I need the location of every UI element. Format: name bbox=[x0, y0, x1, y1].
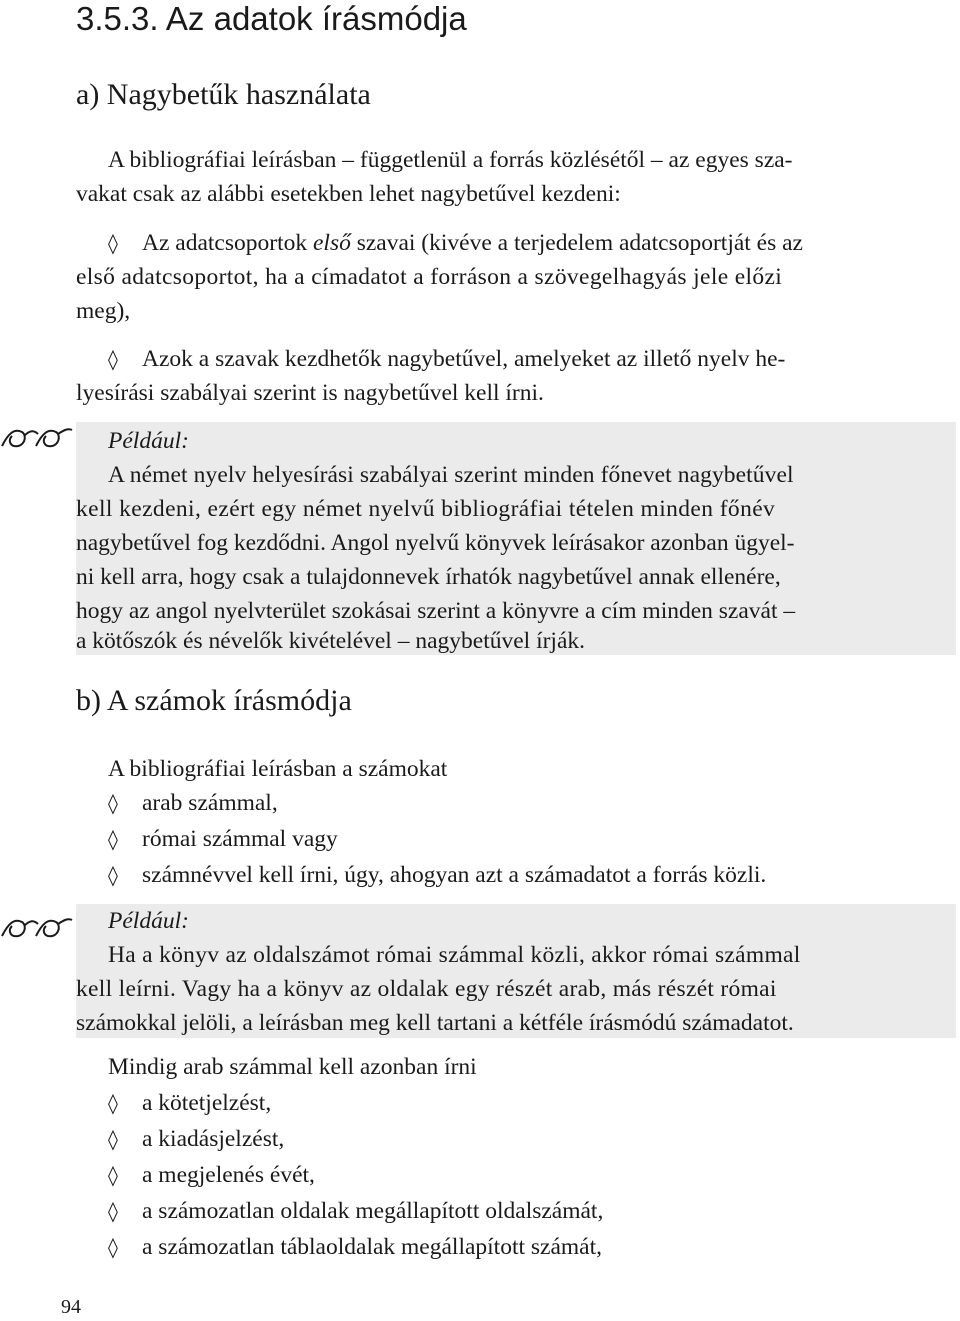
section-title: 3.5.3. Az adatok írásmódja bbox=[76, 0, 467, 37]
emphasis: első bbox=[312, 230, 351, 256]
text: számnévvel kell írni, úgy, ahogyan azt a számadatot a forrás közli. bbox=[142, 862, 767, 888]
diamond-bullet-icon: ◊ bbox=[108, 1127, 118, 1151]
text: szavai (kivéve a terjedelem adatcsoportját és az bbox=[350, 230, 803, 256]
example-b-line2: kell leírni. Vagy ha a könyv az oldalak egy részét arab, más részét római bbox=[76, 976, 777, 1002]
diamond-bullet-icon: ◊ bbox=[108, 1163, 118, 1187]
glasses-icon bbox=[0, 908, 74, 942]
example-a-line5: hogy az angol nyelvterület szokásai szerint a könyvre a cím minden szavát – bbox=[76, 598, 796, 624]
list-item-a2 bbox=[108, 342, 785, 376]
paragraph-a-intro-line1 bbox=[108, 143, 954, 177]
example-a-line1: A német nyelv helyesírási szabályai szerint minden főnevet nagybetűvel bbox=[108, 462, 794, 488]
list-item-b1 bbox=[108, 786, 278, 820]
list-item-b2-4 bbox=[108, 1194, 603, 1228]
text: A bibliográfiai leírásban – függetlenül a forrás közlésétől – az egyes sza- bbox=[108, 147, 793, 173]
diamond-bullet-icon: ◊ bbox=[108, 791, 118, 815]
diamond-bullet-icon: ◊ bbox=[108, 347, 118, 371]
subsection-a-title: a) Nagybetűk használata bbox=[76, 78, 371, 111]
text: a számozatlan oldalak megállapított oldalszámát, bbox=[142, 1198, 604, 1224]
text: Azok a szavak kezdhetők nagybetűvel, amelyeket az illető nyelv he- bbox=[142, 346, 786, 372]
diamond-bullet-icon: ◊ bbox=[108, 1091, 118, 1115]
list-item-b2-1 bbox=[108, 1086, 271, 1120]
paragraph-b-intro: A bibliográfiai leírásban a számokat bbox=[108, 756, 448, 782]
example-label-a: Például: bbox=[108, 428, 189, 454]
diamond-bullet-icon: ◊ bbox=[108, 231, 118, 255]
diamond-bullet-icon: ◊ bbox=[108, 1235, 118, 1259]
paragraph-b-intro2: Mindig arab számmal kell azonban írni bbox=[108, 1054, 477, 1080]
example-b-line1: Ha a könyv az oldalszámot római számmal közli, akkor római számmal bbox=[108, 942, 801, 968]
text: a megjelenés évét, bbox=[142, 1162, 315, 1188]
example-a-line2: kell kezdeni, ezért egy német nyelvű bibliográfiai tételen minden főnév bbox=[76, 496, 776, 522]
diamond-bullet-icon: ◊ bbox=[108, 827, 118, 851]
diamond-bullet-icon: ◊ bbox=[108, 1199, 118, 1223]
example-label-b: Például: bbox=[108, 908, 189, 934]
subsection-b-title: b) A számok írásmódja bbox=[76, 684, 352, 717]
list-item-a1 bbox=[108, 226, 803, 260]
list-item-b2 bbox=[108, 822, 338, 856]
list-item-b2-2 bbox=[108, 1122, 284, 1156]
example-a-line4: ni kell arra, hogy csak a tulajdonnevek írhatók nagybetűvel annak ellenére, bbox=[76, 564, 781, 590]
example-b-line3: számokkal jelöli, a leírásban meg kell tartani a kétféle írásmódú számadatot. bbox=[76, 1010, 794, 1036]
text: a kiadásjelzést, bbox=[142, 1126, 285, 1152]
list-item-a2-line2: lyesírási szabályai szerint is nagybetűvel kell írni. bbox=[76, 380, 544, 406]
list-item-b3 bbox=[108, 858, 766, 892]
paragraph-a-intro-line2: vakat csak az alábbi esetekben lehet nagybetűvel kezdeni: bbox=[76, 181, 621, 207]
example-a-line3: nagybetűvel fog kezdődni. Angol nyelvű könyvek leírásakor azonban ügyel- bbox=[76, 530, 795, 556]
text: a kötetjelzést, bbox=[142, 1090, 272, 1116]
list-item-a1-line3: meg), bbox=[76, 298, 131, 324]
page-number: 94 bbox=[61, 1296, 81, 1318]
text: arab számmal, bbox=[142, 790, 278, 816]
list-item-b2-3 bbox=[108, 1158, 315, 1192]
list-item-a1-line2: első adatcsoportot, ha a címadatot a forráson a szövegelhagyás jele előzi bbox=[76, 264, 783, 290]
diamond-bullet-icon: ◊ bbox=[108, 863, 118, 887]
text: Az adatcsoportok bbox=[142, 230, 313, 256]
glasses-icon bbox=[0, 418, 74, 452]
list-item-b2-5 bbox=[108, 1230, 602, 1264]
text: a számozatlan táblaoldalak megállapított számát, bbox=[142, 1234, 603, 1260]
example-a-line6: a kötőszók és névelők kivételével – nagybetűvel írják. bbox=[76, 628, 586, 654]
text: római számmal vagy bbox=[142, 826, 338, 852]
